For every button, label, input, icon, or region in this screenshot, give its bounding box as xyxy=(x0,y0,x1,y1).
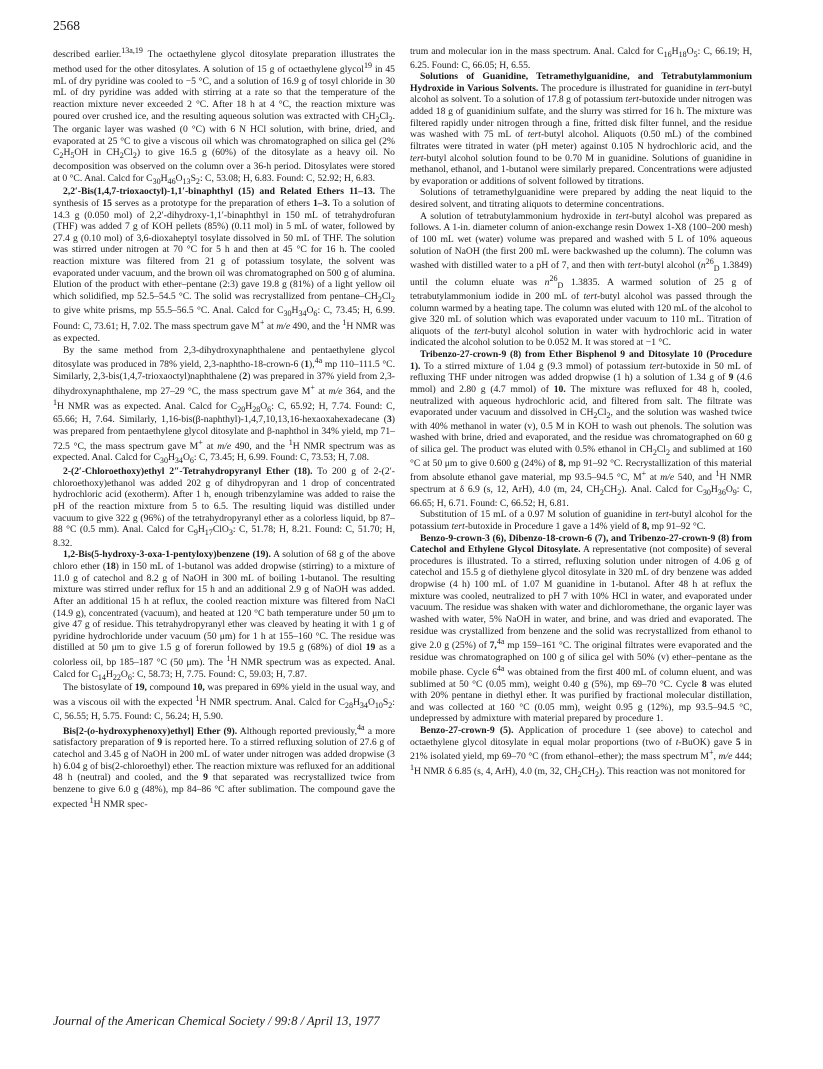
paragraph: 2,2′-Bis(1,4,7-trioxaoctyl)-1,1′-binaphthyl (15) and Related Ethers 11–13. The synthesis of 15 serves as a prototype for the preparation of ethers 1–3. To a solution of 14.3 g (0.050 mol) of 2,2′-dihydroxy-1,1′-binaphthyl in 150 mL of tetrahydrofuran (THF) was added 7 g of KOH pellets (85%) (0.11 mol) in 5 mL of water, followed by 27.4 g (0.10 mol) of 3,6-dioxaheptyl tosylate dissolved in 50 mL of THF. The solution was stirred under nitrogen at 70 °C for 5 h and then at 45 °C for 16 h. The cooled reaction mixture was filtered from 21 g of potassium tosylate, the solvent was evaporated under vacuum, and the brown oil was chromatographed on 500 g of alumina. Elution of the product with ether–pentane (2:3) gave 19.8 g (81%) of a light yellow oil which solidified, mp 52.5–54.5 °C. The solid was recrystallized from pentane–$CH_2Cl_2$ to give white prisms, mp 55.5–56.5 °C. Anal. Calcd for $C_{30}H_{34}O_6$: C, 73.45; H, 6.99. Found: C, 73.61; H, 7.02. The mass spectrum gave M+ at m/e 490, and the $^1$H NMR was as expected. xyxy=(53,186,396,344)
paragraph: 1,2-Bis(5-hydroxy-3-oxa-1-pentyloxy)benzene (19). A solution of 68 g of the above chloro ether (18) in 150 mL of 1-butanol was added dropwise (stirring) to a mixture of 11.0 g of catechol and 8.2 g of NaOH in 300 mL of boiling 1-butanol. The resulting mixture was stirred under reflux for 15 h and an additional 2.9 g of NaOH was added. After an additional 15 h at reflux, the cooled reaction mixture was filtered from NaCl (14.9 g), concentrated (vacuum), and heated at 120 °C bath temperature under 50 μm to give 47 g of residue. This tetrahydropyranyl ether was cleaved by heating it with 1 g of pyridine hydrochloride under vacuum (50 μm) for 1 h at 155–160 °C. The residue was distilled at 50 μm to give 1.5 g of forerun followed by 19.5 g (68%) of diol 19 as a colorless oil, bp 185–187 °C (50 μm). The $^1$H NMR spectrum was as expected. Anal. Calcd for $C_{14}H_{22}O_6$: C, 58.73; H, 7.75. Found: C, 59.03; H, 7.87. xyxy=(53,549,395,682)
paragraph: Substitution of 15 mL of a 0.97 M solution of guanidine in tert-butyl alcohol for the potassium tert-butoxide in Procedure 1 gave a 14% yield of 8, mp 91–92 °C. xyxy=(410,509,752,532)
paragraph: 2-(2′-Chloroethoxy)ethyl 2″-Tetrahydropyranyl Ether (18). To 200 g of 2-(2′-chloroethoxy)ethanol was added 202 g of dihydropyran and 1 drop of concentrated hydrochloric acid (exotherm). After 1 h, enough tribenzylamine was added to raise the pH of the reaction mixture from 5 to 6.5. The resulting liquid was distilled under vacuum to give 322 g (96%) of the tetrahydropyranyl ether as a colorless liquid, bp 87–88 °C (0.5 mm). Anal. Calcd for $C_9H_{17}ClO_3$: C, 51.78; H, 8.21. Found: C, 51.70; H, 8.32. xyxy=(53,466,395,549)
paragraph: Solutions of Guanidine, Tetramethylguanidine, and Tetrabutylammonium Hydroxide in Various Solvents. The procedure is illustrated for guanidine in tert-butyl alcohol as solvent. To a solution of 17.8 g of potassium tert-butoxide under nitrogen was added 18 g of guanidinium sulfate, and the slurry was stirred for 16 h. The mixture was filtered rapidly under nitrogen through a fine, fritted disk filter funnel, and the residue was washed with 75 mL of tert-butyl alcohol. Aliquots (0.50 mL) of the combined filtrates were titrated in water (pH meter) against 0.105 N hydrochloric acid, and the tert-butyl alcohol solution found to be 0.70 M in guanidine. Solutions of guanidine in methanol, ethanol, and 1-butanol were similarly prepared. Concentrations were adjusted by evaporation or additions of solvent followed by titrations. xyxy=(410,71,752,187)
paragraph: The bistosylate of 19, compound 10, was prepared in 69% yield in the usual way, and was a viscous oil with the expected $^1$H NMR spectrum. Anal. Calcd for $C_{28}H_{34}O_{10}S_2$: C, 56.55; H, 5.75. Found: C, 56.24; H, 5.90. xyxy=(53,682,395,722)
paragraph: Benzo-27-crown-9 (5). Application of procedure 1 (see above) to catechol and octaethylene glycol ditosylate in equal molar proportions (two of t-BuOK) gave 5 in 21% isolated yield, mp 69–70 °C (from ethanol–ether); the mass spectrum M+, m/e 444; $^1$H NMR δ 6.85 (s, 4, ArH), 4.0 (m, 32, $CH_2CH_2$). This reaction was not monitored for xyxy=(410,725,753,780)
left-column xyxy=(53,46,395,810)
paragraph: By the same method from 2,3-dihydroxynaphthalene and pentaethylene glycol ditosylate was produced in 78% yield, 2,3-naphtho-18-crown-6 (1),$^{4a}$ mp 110–111.5 °C. Similarly, 2,3-bis(1,4,7-trioxaoctyl)naphthalene (2) was prepared in 37% yield from 2,3-dihydroxynaphthalene, mp 27–29 °C, the mass spectrum gave M+ at m/e 364, and the $^1$H NMR was as expected. Anal. Calcd for $C_{20}H_{28}O_6$: C, 65.92; H, 7.74. Found: C, 65.66; H, 7.64. Similarly, 1,16-bis(β-naphthyl)-1,4,7,10,13,16-hexaoxahexadecane (3) was prepared from pentaethylene glycol ditosylate and β-naphthol in 34% yield, mp 71–72.5 °C, the mass spectrum gave M+ at m/e 490, and the $^1$H NMR spectrum was as expected. Anal. Calcd for $C_{30}H_{34}O_6$: C, 73.45; H, 6.99. Found: C, 73.53; H, 7.08. xyxy=(53,344,395,466)
paragraph: described earlier.$^{13a,19}$ The octaethylene glycol ditosylate preparation illustrates the method used for the other ditosylates. A solution of 15 g of octaethylene glycol$^{19}$ in 45 mL of dry pyridine was cooled to −5 °C, and a solution of 16.9 g of tosyl chloride in 30 mL of dry pyridine was added with stirring at a rate so that the temperature of the reaction mixture never exceeded 2 °C. After 18 h at 4 °C, the reaction mixture was poured over crushed ice, and the resulting aqueous solution was extracted with $CH_2Cl_2$. The organic layer was washed (0 °C) with 6 N HCl solution, with brine, dried, and evaporated at 25 °C to give a viscous oil which was chromatographed on silica gel (2% $C_2H_5OH$ in $CH_2Cl_2$) to give 16.5 g (60%) of the ditosylate as a heavy oil. No decomposition was observed on the column over a 36-h period. Ditosylates were stored at 0 °C. Anal. Calcd for $C_{30}H_{46}O_{13}S_2$: C, 53.08; H, 6.83. Found: C, 52.92; H, 6.83. xyxy=(53,46,395,186)
paragraph: Solutions of tetramethylguanidine were prepared by adding the neat liquid to the desired solvent, and titrating aliquots to determine concentrations. xyxy=(410,187,752,211)
paragraph: A solution of tetrabutylammonium hydroxide in tert-butyl alcohol was prepared as follows. A 1-in. diameter column of anion-exchange resin Dowex 1-X8 (100–200 mesh) of 100 mL wet (water) volume was prepared and washed with 5 L of 10% aqueous solution of NaOH (the first 200 mL were backwashed up the column). The column was washed with distilled water to a pH of 7, and then with tert-butyl alcohol ($n^{26}_D$ 1.3849) until the column eluate was $n^{26}_D$ 1.3835. A warmed solution of 25 g of tetrabutylammonium iodide in 200 mL of tert-butyl alcohol was passed through the column warmed by a heating tape. The column was eluted with 120 mL of the alcohol to give 320 mL of solution which was evaporated under vacuum to 110 mL. Titration of aliquots of the tert-butyl alcohol solution in water with hydrochloric acid in water indicated the alcohol solution to be 0.052 M. It was stored at −1 °C. xyxy=(410,210,752,349)
paragraph: Benzo-9-crown-3 (6), Dibenzo-18-crown-6 (7), and Tribenzo-27-crown-9 (8) from Catechol and Ethylene Glycol Ditosylate. A representative (not composite) of several procedures is illustrated. To a stirred, refluxing solution under nitrogen of 4.06 g of catechol and 15.5 g of diethylene glycol ditosylate in 320 mL of dry benzene was added dropwise (4 h) 100 mL of 1.07 M guanidine in 1-butanol. After 48 h at reflux the mixture was cooled, neutralized to pH 7 with 10% HCl in water, and evaporated under vacuum. The residue was shaken with water and dichloromethane, the organic layer was washed with water, 5% NaOH in water, and brine, and was dried and evaporated. The residue was crystallized from benzene and the solid was recrystallized from ethanol to give 2.0 g (25%) of 7,$^{4a}$ mp 159–161 °C. The original filtrates were evaporated and the residue was chromatographed on 100 g of silica gel with 50% (v) ether–pentane as the mobile phase. Cycle $6^{4a}$ was obtained from the first 400 mL of column eluent, and was sublimed at 50 °C (0.05 mm), weight 0.40 g (5%), mp 69–70 °C. Cycle 8 was eluted with 20% pentane in diethyl ether. It was purified by fractional molecular distillation, and was collected at 160 °C (0.05 mm), weight 0.95 g (12%), mp 93.5–94.5 °C, undepressed by admixture with material prepared by procedure 1. xyxy=(410,532,752,725)
paragraph: trum and molecular ion in the mass spectrum. Anal. Calcd for $C_{16}H_{18}O_5$: C, 66.19; H, 6.25. Found: C, 66.05; H, 6.55. xyxy=(410,46,752,71)
right-column xyxy=(410,46,752,780)
paragraph: Bis[2-(o-hydroxyphenoxy)ethyl] Ether (9). Although reported previously,$^{4a}$ a more satisfactory preparation of 9 is reported here. To a stirred refluxing solution of 27.6 g of catechol and 3.45 g of NaOH in 200 mL of water under nitrogen was added dropwise (3 h) 6.04 g of bis(2-chloroethyl) ether. The reaction mixture was refluxed for an additional 48 h (neutral) and cooled, and the 9 that separated was recrystallized twice from benzene to give 6.0 g (48%), mp 84–86 °C after sublimation. The compound gave the expected $^1$H NMR spec- xyxy=(53,722,396,810)
paragraph: Tribenzo-27-crown-9 (8) from Ether Bisphenol 9 and Ditosylate 10 (Procedure 1). To a stirred mixture of 1.04 g (9.3 mmol) of potassium tert-butoxide in 50 mL of refluxing THF under nitrogen was added dropwise (1 h) a solution of 1.34 g of 9 (4.6 mmol) and 2.80 g (4.7 mmol) of 10. The mixture was refluxed for 48 h, cooled, neutralized with aqueous hydrochloric acid, and filtered from salt. The filtrate was evaporated under vacuum and dissolved in $CH_2Cl_2$, and the solution was washed twice with 40% methanol in water (v), 0.5 M in KOH to wash out phenols. The solution was washed with brine, dried and evaporated, and the residue was chromatographed on 60 g of silica gel. The product was eluted with 0.5% ethanol in $CH_2Cl_2$ and sublimed at 160 °C at 50 μm to give 0.600 g (24%) of 8, mp 91–92 °C. Recrystallization of this material from absolute ethanol gave material, mp 93.5–94.5 °C, M+ at m/e 540, and $^1$H NMR spectrum at δ 6.9 (s, 12, ArH), 4.0 (m, 24, $CH_2CH_2$). Anal. Calcd for $C_{30}H_{36}O_9$: C, 66.65; H, 6.71. Found: C, 66.52; H, 6.81. xyxy=(410,349,753,509)
journal-footer: Journal of the American Chemical Society / 99:8 / April 13, 1977 xyxy=(53,1014,380,1028)
page-number: 2568 xyxy=(53,18,80,33)
